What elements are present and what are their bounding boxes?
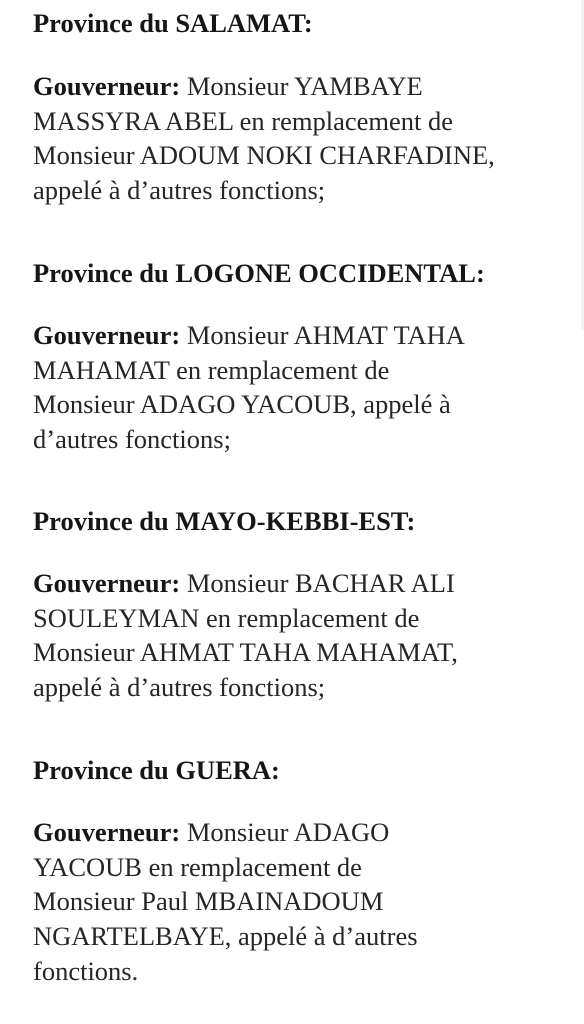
entry-line: MASSYRA ABEL en remplacement de — [33, 105, 454, 136]
governor-label: Gouverneur: — [33, 71, 181, 101]
entry-line: Monsieur ADOUM NOKI CHARFADINE, — [33, 140, 495, 171]
entry-text: Monsieur AHMAT TAHA — [180, 320, 465, 350]
governor-paragraph — [33, 815, 573, 989]
entry-line: YACOUB en remplacement de — [33, 851, 362, 882]
entry-text: Monsieur YAMBAYE — [180, 71, 423, 101]
governor-entry — [33, 815, 573, 989]
entry-line: Monsieur ADAGO YACOUB, appelé à — [33, 389, 451, 420]
entry-line: MAHAMAT en remplacement de — [33, 354, 390, 385]
governor-entry — [33, 566, 573, 705]
entry-line — [33, 566, 573, 601]
governor-paragraph — [33, 69, 573, 208]
entry-line: Monsieur Paul MBAINADOUM — [33, 886, 384, 917]
entry-line: SOULEYMAN en remplacement de — [33, 602, 420, 633]
province-heading: Province du SALAMAT: — [33, 8, 313, 38]
governor-entry — [33, 69, 573, 208]
entry-line: fonctions. — [33, 955, 139, 986]
entry-line — [33, 318, 573, 353]
entry-text: Monsieur BACHAR ALI — [180, 568, 455, 598]
entry-line: appelé à d’autres fonctions; — [33, 175, 326, 206]
section-logone-occidental — [33, 258, 573, 288]
entry-line: d’autres fonctions; — [33, 424, 231, 455]
entry-line: NGARTELBAYE, appelé à d’autres — [33, 921, 418, 952]
section-guera — [33, 755, 573, 785]
governor-label: Gouverneur: — [33, 320, 181, 350]
section-salamat — [33, 8, 573, 38]
province-heading: Province du MAYO-KEBBI-EST: — [33, 506, 416, 536]
entry-text: Monsieur ADAGO — [180, 817, 390, 847]
entry-line — [33, 815, 573, 850]
governor-entry — [33, 318, 573, 457]
province-heading: Province du GUERA: — [33, 755, 280, 785]
section-mayo-kebbi-est — [33, 506, 573, 536]
governor-label: Gouverneur: — [33, 568, 181, 598]
governor-label: Gouverneur: — [33, 817, 181, 847]
governor-paragraph — [33, 318, 573, 457]
entry-line: Monsieur AHMAT TAHA MAHAMAT, — [33, 637, 458, 668]
governor-paragraph — [33, 566, 573, 705]
entry-line — [33, 69, 573, 104]
province-heading: Province du LOGONE OCCIDENTAL: — [33, 258, 485, 288]
entry-line: appelé à d’autres fonctions; — [33, 672, 326, 703]
